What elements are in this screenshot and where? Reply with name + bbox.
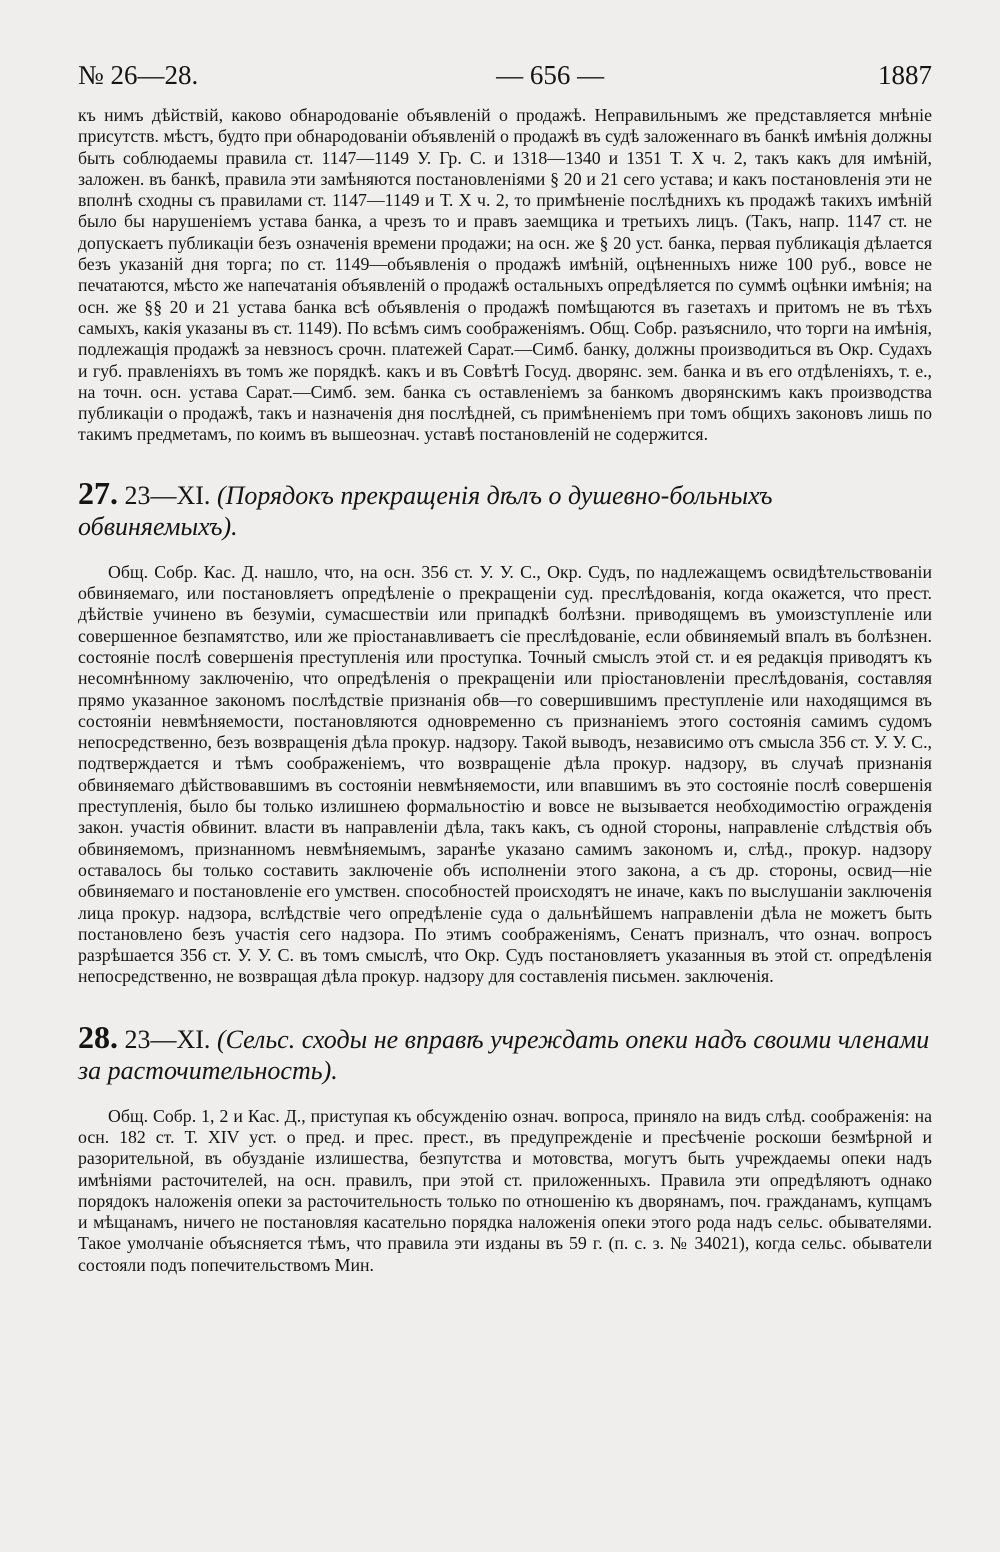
- page-header: [78, 60, 932, 91]
- section-27-date: 23—XI.: [124, 480, 211, 510]
- section-27-heading: [78, 474, 932, 542]
- year: 1887: [877, 60, 932, 90]
- section-28-number: 28.: [78, 1018, 118, 1055]
- section-28-body: Общ. Собр. 1, 2 и Кас. Д., приступая къ обсужденію означ. вопроса, приняло на видъ слѣд. соображенія: на осн. 182 ст. Т. XIV уст. о пред. и прес. прест., въ предупрежденіе и пресѣченіе роскоши безмѣрной и разорительной, въ обузданіе излишества, безпутства и мотовства, могутъ быть учреждаемы опеки надъ имѣніями расточителей, на осн. правилъ, при этой ст. приложенныхъ. Правила эти опредѣляютъ однако порядокъ наложенія опеки за расточительность только по отношенію къ дворянамъ, поч. гражданамъ, купцамъ и мѣщанамъ, ничего не постановляя касательно порядка наложенія опеки этого рода надъ сельс. обывателями. Такое умолчаніе объясняется тѣмъ, что правила эти изданы въ 59 г. (п. с. з. № 34021), когда сельс. обыватели состояли подъ попечительствомъ Мин.: [78, 1105, 932, 1275]
- page-number: — 656 —: [496, 60, 605, 90]
- section-27-body: Общ. Собр. Кас. Д. нашло, что, на осн. 356 ст. У. У. С., Окр. Судъ, по надлежащемъ освидѣтельствованіи обвиняемаго, или постановляетъ опредѣленіе о прекращеніи суд. преслѣдованія, когда окажется, что прест. дѣйствіе учинено въ безуміи, сумасшествіи или припадкѣ болѣзни. приводящемъ въ умоизступленіе или совершенное безпамятство, или же пріостанавливаетъ сіе преслѣдованіе, если обвиняемый впалъ въ болѣзнен. состояніе послѣ совершенія преступленія или проступка. Точный смыслъ этой ст. и ея редакція приводятъ къ несомнѣнному заключенію, что опредѣленія о прекращеніи или пріостановленіи преслѣдованія, составляя прямо указанное закономъ послѣдствіе признанія обв—го совершившимъ преступленіе или находящимся въ состояніи невмѣняемости, постановляются одновременно съ признаніемъ этого состоянія самимъ судомъ непосредственно, безъ возвращенія дѣла прокур. надзору. Такой выводъ, независимо отъ смысла 356 ст. У. У. С., подтверждается и тѣмъ соображеніемъ, что возвращеніе дѣла прокур. надзору, въ случаѣ признанія обвиняемаго дѣйствовавшимъ въ состояніи невмѣняемости, или впавшимъ въ это состояніе послѣ совершенія преступленія, было бы только излишнею формальностію и вовсе не вызывается необходимостію огражденія закон. участія обвинит. власти въ направленіи дѣла, такъ какъ, съ одной стороны, направленіе слѣдствія объ обвиняемомъ, признанномъ невмѣняемымъ, заранѣе указано самимъ закономъ и, слѣд., прокур. надзору оставалось бы только составить заключеніе объ исполненіи этого закона, а съ др. стороны, освид—ніе обвиняемаго и постановленіе его умствен. способностей происходятъ не иначе, какъ по выслушаніи заключенія лица прокур. надзора, вслѣдствіе чего опредѣленіе суда о дальнѣйшемъ направленіи дѣла не можетъ быть постановлено безъ участія сего надзора. По этимъ соображеніямъ, Сенатъ призналъ, что означ. вопросъ разрѣшается 356 ст. У. У. С. въ томъ смыслѣ, что Окр. Судъ постановляетъ указанныя въ этой ст. опредѣленія непосредственно, не возвращая дѣла прокур. надзору для составленія письмен. заключенія.: [78, 561, 932, 987]
- section-28-date: 23—XI.: [124, 1024, 211, 1054]
- issue-number: № 26—28.: [78, 60, 199, 90]
- section-28-title: (Сельс. сходы не вправѣ учреждать опеки надъ своими членами за расточительность).: [78, 1024, 930, 1085]
- section-26-continuation: къ нимъ дѣйствій, каково обнародованіе объявленій о продажѣ. Неправильнымъ же представляется мнѣніе присутств. мѣстъ, будто при обнародованіи объявленій о продажѣ въ судѣ заложеннаго въ банкѣ имѣнія должны быть соблюдаемы правила ст. 1147—1149 У. Гр. С. и 1318—1340 и 1351 Т. X ч. 2, такъ какъ для имѣній, заложен. въ банкѣ, правила эти замѣняются постановленіями § 20 и 21 сего устава; и какъ постановленія эти не вполнѣ сходны съ правилами ст. 1147—1149 и Т. X ч. 2, то примѣненіе послѣднихъ къ продажѣ такихъ имѣній было бы нарушеніемъ устава банка, а чрезъ то и правъ заемщика и третьихъ лицъ. (Такъ, напр. 1147 ст. не допускаетъ публикаціи безъ означенія времени продажи; на осн. же § 20 уст. банка, первая публикація дѣлается безъ указаній дня торга; по ст. 1149—объявленія о продажѣ имѣній, оцѣненныхъ ниже 100 руб., вовсе не печатаются, мѣсто же напечатанія объявленій о продажѣ остальныхъ опредѣляется по суммѣ оцѣнки имѣнія; на осн. же §§ 20 и 21 устава банка всѣ объявленія о продажѣ помѣщаются въ газетахъ и притомъ не въ тѣхъ самыхъ, какія указаны въ ст. 1149). По всѣмъ симъ соображеніямъ. Общ. Собр. разъяснило, что торги на имѣнія, подлежащія продажѣ за невзносъ срочн. платежей Сарат.—Симб. банку, должны производиться въ Окр. Судахъ и губ. правленіяхъ въ томъ же порядкѣ. какъ и въ Совѣтѣ Госуд. дворянс. зем. банка и въ его отдѣленіяхъ, т. е., на точн. осн. устава Сарат.—Симб. зем. банка съ оставленіемъ за банкомъ дворянскимъ какъ производства публикаціи о продажѣ, такъ и назначенія дня послѣдней, съ примѣненіемъ при томъ общихъ законовъ лишь по такимъ предметамъ, по коимъ въ вышеознач. уставѣ постановленій не содержится.: [78, 105, 932, 445]
- section-28-heading: [78, 1018, 932, 1086]
- section-27-number: 27.: [78, 474, 118, 511]
- section-27-title: (Порядокъ прекращенія дѣлъ о душевно-больныхъ обвиняемыхъ).: [78, 480, 773, 541]
